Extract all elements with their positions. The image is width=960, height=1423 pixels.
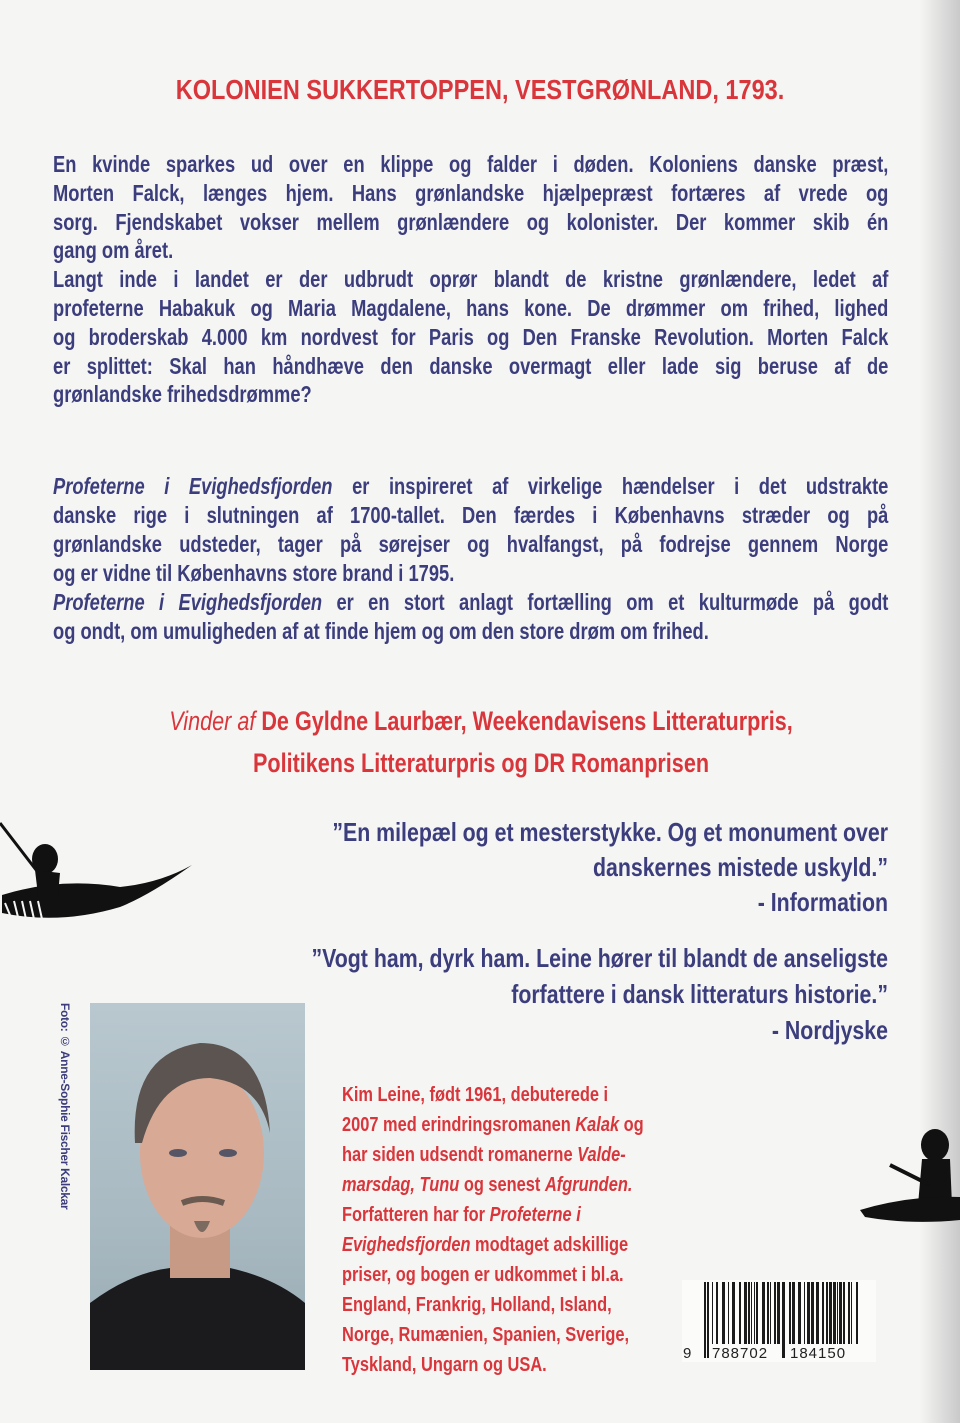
italic-text: marsdag, Tunu	[342, 1173, 460, 1196]
barcode-bar	[728, 1282, 729, 1344]
text-segment: modtaget adskillige	[470, 1233, 629, 1256]
barcode-bar	[748, 1282, 750, 1344]
text-segment: profeterne Habakuk og Maria Magdalene, hans kone. De drømmer om frihed, lighed	[53, 294, 889, 321]
text-segment: - Information	[757, 887, 888, 917]
text-segment: priser, og bogen er udkommet i bl.a.	[342, 1263, 624, 1286]
barcode-bar	[762, 1282, 765, 1344]
text-segment: og er vidne til Københavns store brand i 1795.	[53, 560, 455, 586]
text-line	[53, 179, 888, 208]
text-line	[342, 1350, 678, 1380]
barcode-bar	[833, 1282, 836, 1344]
italic-text: Profeterne i	[489, 1203, 581, 1226]
barcode-bar	[754, 1282, 755, 1344]
text-line	[68, 815, 888, 850]
text-segment: forfattere i dansk litteraturs historie.”	[511, 979, 888, 1009]
barcode-bar	[770, 1282, 771, 1344]
text-segment: gang om året.	[53, 237, 174, 264]
barcode-bar	[807, 1282, 810, 1344]
text-segment: 2007 med erindringsromanen	[342, 1113, 576, 1136]
text-line	[342, 1200, 678, 1230]
review-quote-information	[68, 815, 888, 920]
barcode-bar	[744, 1282, 747, 1344]
barcode-bar	[756, 1282, 758, 1344]
awards-text	[96, 700, 866, 784]
barcode-bar	[837, 1282, 838, 1344]
barcode-bar	[777, 1282, 780, 1344]
text-line	[342, 1290, 678, 1320]
isbn-barcode	[682, 1280, 876, 1362]
barcode-bar	[767, 1282, 769, 1344]
text-segment: - Nordjyske	[771, 1015, 888, 1045]
barcode-bar	[848, 1282, 850, 1344]
headline	[76, 73, 884, 107]
text-line	[53, 352, 888, 381]
text-segment: danske rige i slutningen af 1700-tallet. Den færdes i Københavns stræder og på	[53, 502, 889, 528]
text-segment: og senest	[459, 1173, 545, 1196]
text-line	[53, 501, 888, 530]
blurb-paragraph	[53, 150, 888, 409]
barcode-bar	[798, 1282, 801, 1344]
headline-text: KOLONIEN SUKKERTOPPEN, VESTGRØNLAND, 1793.	[175, 74, 785, 105]
text-line	[96, 700, 866, 742]
text-segment: har siden udsendt romanerne	[342, 1143, 578, 1166]
text-line	[342, 1320, 678, 1350]
text-segment: sorg. Fjendskabet vokser mellem grønlændere og kolonister. Der kommer skib én	[53, 208, 889, 235]
text-line	[342, 1080, 678, 1110]
text-segment: Kim Leine, født 1961, debuterede i	[342, 1083, 609, 1106]
barcode-bar	[739, 1282, 741, 1344]
text-segment: er en stort anlagt fortælling om et kulturmøde på godt	[322, 589, 889, 615]
text-line	[53, 472, 888, 501]
text-line	[342, 1110, 678, 1140]
kayak-illustration-right	[860, 1125, 960, 1235]
text-segment: Langt inde i landet er der udbrudt oprør blandt de kristne grønlændere, ledet af	[53, 266, 889, 293]
text-segment: Tyskland, Ungarn og USA.	[342, 1353, 547, 1376]
text-line	[342, 1230, 678, 1260]
italic-text: Evighedsfjorden	[342, 1233, 471, 1256]
text-line	[342, 1140, 678, 1170]
barcode-bar	[826, 1282, 828, 1344]
barcode-bar	[811, 1282, 814, 1344]
barcode-bar	[707, 1282, 709, 1358]
photo-credit: Foto: © Anne-Sophie Fischer Kalckar	[58, 1003, 72, 1210]
barcode-bar	[856, 1282, 858, 1344]
text-line	[53, 588, 888, 617]
text-line	[53, 559, 888, 588]
italic-text: Valde-	[577, 1143, 626, 1166]
text-line	[342, 1170, 678, 1200]
italic-text: Profeterne i Evighedsfjorden	[53, 473, 333, 499]
text-segment: Politikens Litteraturpris og DR Romanprisen	[252, 748, 710, 778]
text-segment: England, Frankrig, Holland, Island,	[342, 1293, 612, 1316]
barcode-bar	[816, 1282, 819, 1344]
barcode-digit-first: 9	[683, 1345, 692, 1362]
barcode-bar	[722, 1282, 725, 1344]
text-segment: og	[619, 1113, 644, 1136]
author-photo	[90, 1003, 305, 1370]
text-line	[53, 380, 888, 409]
description-paragraph	[53, 472, 888, 646]
text-line	[342, 1260, 678, 1290]
barcode-bar	[712, 1282, 713, 1344]
barcode-bar	[843, 1282, 845, 1344]
barcode-bar	[839, 1282, 842, 1344]
text-line	[53, 294, 888, 323]
barcode-bar	[792, 1282, 795, 1344]
text-segment: Forfatteren har for	[342, 1203, 490, 1226]
barcode-bar	[774, 1282, 776, 1344]
text-segment: De Gyldne Laurbær, Weekendavisens Litteraturpris,	[255, 706, 793, 736]
text-segment: og ondt, om umuligheden af at finde hjem og om den store drøm om frihed.	[53, 618, 709, 644]
italic-text: Kalak	[575, 1113, 620, 1136]
author-bio	[342, 1080, 678, 1380]
barcode-digits-left: 788702	[712, 1345, 769, 1362]
text-line	[53, 236, 888, 265]
barcode-bar	[789, 1282, 791, 1344]
barcode-bar	[804, 1282, 805, 1344]
barcode-digits-right: 184150	[790, 1345, 847, 1362]
italic-text: Afgrunden.	[544, 1173, 633, 1196]
text-segment: ”En milepæl og et mesterstykke. Og et monument over	[332, 817, 888, 847]
text-segment: Norge, Rumænien, Spanien, Sverige,	[342, 1323, 630, 1346]
text-line	[68, 850, 888, 885]
text-line	[53, 150, 888, 179]
barcode-bar	[704, 1282, 706, 1358]
italic-text: Profeterne i Evighedsfjorden	[53, 589, 323, 615]
text-line	[53, 617, 888, 646]
text-line	[53, 208, 888, 237]
text-line	[53, 265, 888, 294]
text-segment: grønlandske udsteder, tager på sørejser og hvalfangst, på fodrejse gennem Norge	[53, 531, 889, 557]
text-line	[53, 530, 888, 559]
barcode-bar	[782, 1282, 785, 1358]
barcode-bar	[829, 1282, 832, 1344]
text-segment: ”Vogt ham, dyrk ham. Leine hører til blandt de anseligste	[311, 943, 888, 973]
text-line	[96, 742, 866, 784]
text-segment: danskernes mistede uskyld.”	[592, 852, 888, 882]
text-segment: og broderskab 4.000 km nordvest for Paris og Den Franske Revolution. Morten Falck	[53, 323, 889, 350]
barcode-bar	[751, 1282, 752, 1344]
text-segment: er inspireret af virkelige hændelser i det udstrakte	[332, 473, 889, 499]
text-segment: En kvinde sparkes ud over en klippe og falder i døden. Koloniens danske præst,	[53, 151, 889, 177]
barcode-bar	[851, 1282, 852, 1344]
italic-text: Vinder af	[169, 706, 256, 736]
barcode-bar	[716, 1282, 718, 1344]
text-segment: er splittet: Skal han håndhæve den danske overmagt eller lade sig beruse af de	[53, 352, 889, 379]
barcode-bar	[822, 1282, 824, 1344]
text-segment: Morten Falck, længes hjem. Hans grønlandske hjælpepræst fortæres af vrede og	[53, 179, 889, 206]
text-line	[68, 885, 888, 920]
barcode-bar	[732, 1282, 735, 1344]
text-segment: grønlandske frihedsdrømme?	[53, 381, 312, 408]
text-line	[53, 323, 888, 352]
text-line	[0, 940, 888, 976]
